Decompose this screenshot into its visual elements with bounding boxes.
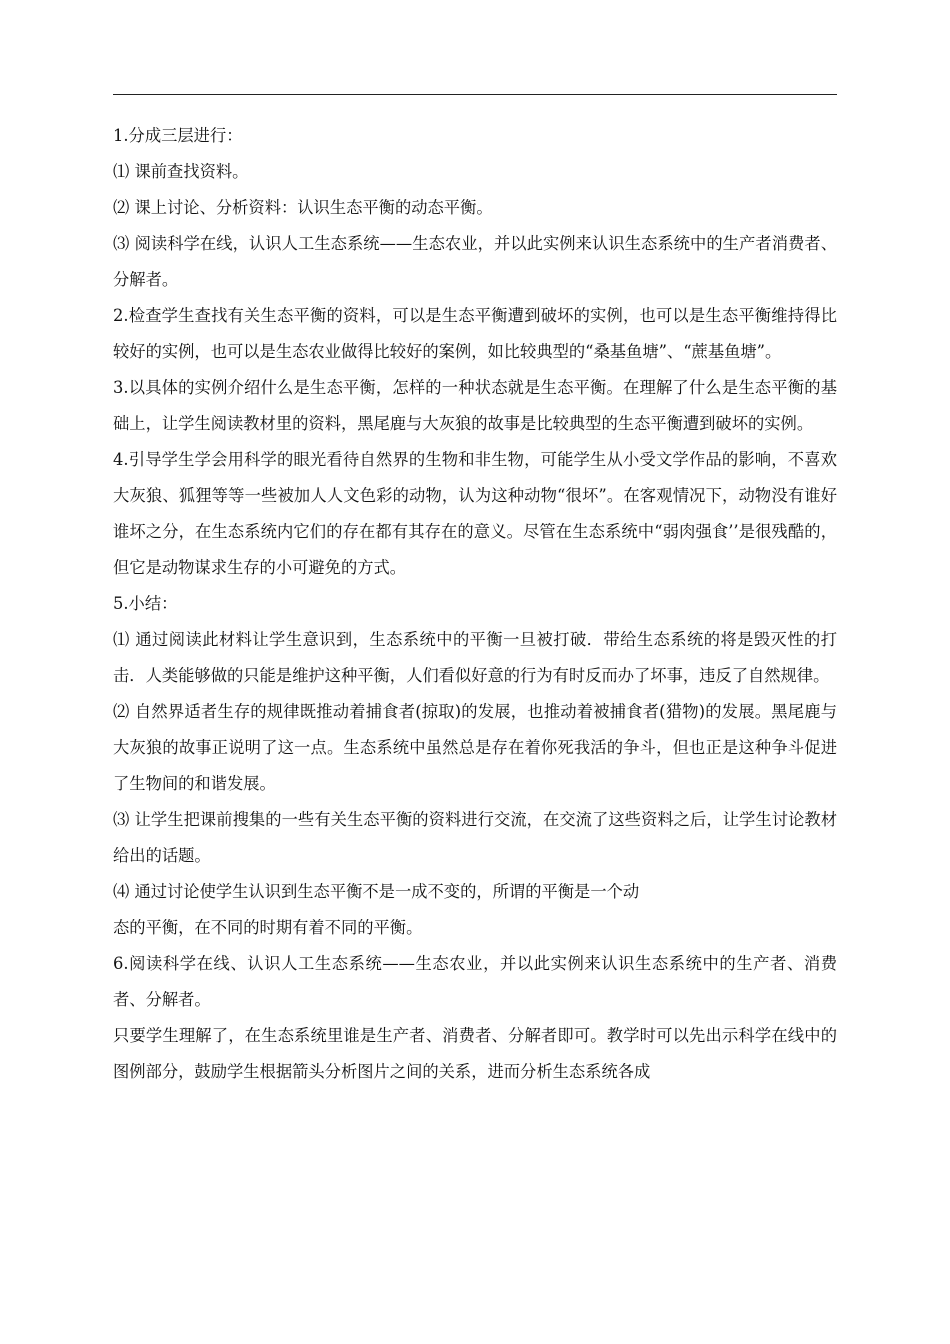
paragraph-step-6: 6.阅读科学在线、认识人工生态系统——生态农业，并以此实例来认识生态系统中的生产者、消费者、分解者。 [113,954,837,1009]
heading-summary: 5.小结： [113,594,178,613]
summary-item-4 [113,874,837,946]
paragraph-step-3: 3.以具体的实例介绍什么是生态平衡，怎样的一种状态就是生态平衡。在理解了什么是生态平衡的基础上，让学生阅读教材里的资料，黑尾鹿与大灰狼的故事是比较典型的生态平衡遭到破坏的实例。 [113,378,837,433]
summary-item-2: ⑵ 自然界适者生存的规律既推动着捕食者(掠取)的发展，也推动着被捕食者(猎物)的发展。黑尾鹿与大灰狼的故事正说明了这一点。生态系统中虽然总是存在着你死我活的争斗，但也正是这种争斗促进了生物间的和谐发展。 [113,702,837,793]
paragraph-step-2: 2.检查学生查找有关生态平衡的资料，可以是生态平衡遭到破坏的实例，也可以是生态平衡维持得比较好的实例，也可以是生态农业做得比较好的案例，如比较典型的“桑基鱼塘”、“蔗基鱼塘”。 [113,306,837,361]
paragraph-closing: 只要学生理解了，在生态系统里谁是生产者、消费者、分解者即可。教学时可以先出示科学在线中的图例部分，鼓励学生根据箭头分析图片之间的关系，进而分析生态系统各成 [113,1026,837,1081]
summary-item-4-line-2: 态的平衡，在不同的时期有着不同的平衡。 [113,918,423,937]
list-item-2: ⑵ 课上讨论、分析资料：认识生态平衡的动态平衡。 [113,198,493,217]
summary-item-4-line-1: ⑷ 通过讨论使学生认识到生态平衡不是一成不变的，所谓的平衡是一个动 [113,882,640,901]
document-body [113,118,837,1090]
list-item-3: ⑶ 阅读科学在线，认识人工生态系统——生态农业，并以此实例来认识生态系统中的生产者消费者、分解者。 [113,234,837,289]
summary-item-3: ⑶ 让学生把课前搜集的一些有关生态平衡的资料进行交流，在交流了这些资料之后，让学生讨论教材给出的话题。 [113,810,837,865]
heading-step-1: 1.分成三层进行： [113,126,243,145]
paragraph-step-4: 4.引导学生学会用科学的眼光看待自然界的生物和非生物，可能学生从小受文学作品的影响，不喜欢大灰狼、狐狸等等一些被加人人文色彩的动物，认为这种动物“很坏”。在客观情况下，动物没有谁好谁坏之分，在生态系统内它们的存在都有其存在的意义。尽管在生态系统中“弱肉强食’’是很残酷的，但它是动物谋求生存的小可避免的方式。 [113,450,837,577]
summary-item-1: ⑴ 通过阅读此材料让学生意识到，生态系统中的平衡一旦被打破．带给生态系统的将是毁灭性的打击．人类能够做的只能是维护这种平衡，人们看似好意的行为有时反而办了坏事，违反了自然规律。 [113,630,837,685]
list-item-1: ⑴ 课前查找资料。 [113,162,249,181]
header-rule [113,94,837,95]
